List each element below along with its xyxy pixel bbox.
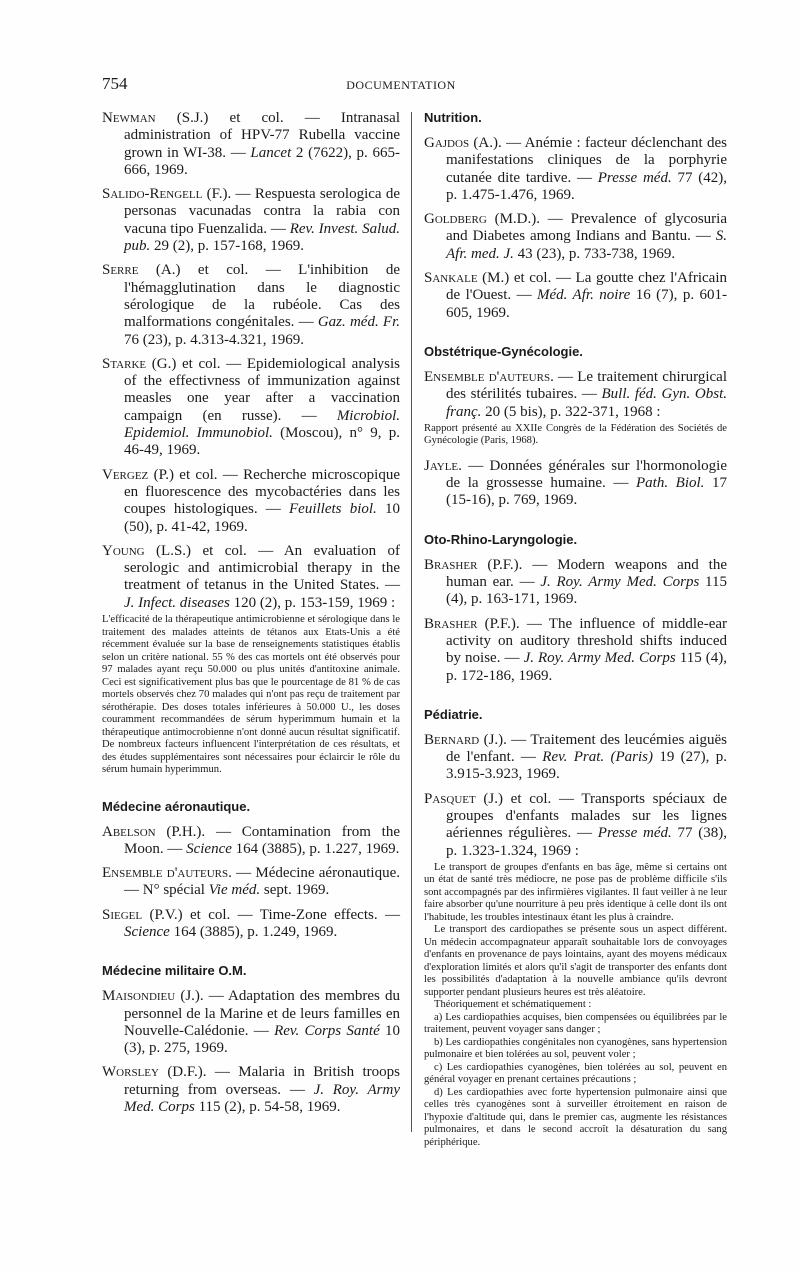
bib-entry: Jayle. — Données générales sur l'hormonologie de la grossesse humaine. — Path. Biol. 17 (15-16), p. 769, 1969. bbox=[424, 457, 728, 509]
section-heading: Médecine militaire O.M. bbox=[102, 963, 247, 979]
section-heading: Oto-Rhino-Laryngologie. bbox=[424, 531, 578, 547]
bib-entry: Pasquet (J.) et col. — Transports spéciaux de groupes d'enfants malades sur les lignes aériennes régulières. — Presse méd. 77 (38), p. 1.323-1.324, 1969 : bbox=[424, 790, 727, 859]
bib-entry: Sankale (M.) et col. — La goutte chez l'Africain de l'Ouest. — Méd. Afr. noire 16 (7), p. 601-605, 1969. bbox=[424, 270, 727, 321]
page-number: 754 bbox=[102, 74, 128, 93]
bib-entry: Brasher (P.F.). — Modern weapons and the human ear. — J. Roy. Army Med. Corps 115 (4), p. 163-171, 1969. bbox=[424, 556, 727, 608]
bib-entry: Salido-Rengell (F.). — Respuesta serologica de personas vacunadas contra la rabia con vacuna tipo Fuenzalida. — Rev. Invest. Salud. pub. 29 (2), p. 157-168, 1969. bbox=[102, 186, 400, 255]
bib-entry: Brasher (P.F.). — The influence of middle-ear activity on auditory threshold shifts induced by noise. — J. Roy. Army Med. Corps 115 (4), p. 172-186, 1969. bbox=[424, 615, 727, 684]
entry-abstract: Le transport de groupes d'enfants en bas âge, même si certains ont un état de santé très médiocre, ne pose pas de problème difficile s'ils sont accompagnés par des infirmières vigilantes. Il faut veiller à ne leur faire absorber qu'une nourriture à peu près identique à celle dont ils ont l'habitude, les troubles intestinaux étant les plus à craindre. Le transport des cardiopathes se présente sous un aspect différent. Un médecin accompagnateur apparaît souhaitable lors de convoyages d'enfants en provenance de pays lointains, ayant des moyens médicaux d'exploration limités et alors qu'il s'agit de transporter des enfants dont les possibilités d'adaptation à la nouvelle ambiance qu'ils devront supporter pendant plusieurs heures est très aléatoire. Théoriquement et schématiquement : a) Les cardiopathies acquises, bien compensées ou équilibrées par le traitement, peuvent voyager sans danger ; b) Les cardiopathies congénitales non cyanogènes, sans hypertension pulmonaire et bien tolérées au sol, peuvent voler ; c) Les cardiopathies cyanogènes, bien tolérées au sol, peuvent en général voyager en prenant certaines précautions ; d) Les cardiopathies avec forte hypertension pulmonaire ainsi que celles très cyanogènes sont à surveiller étroitement en raison de l'hypoxie d'altitude qui, dans le premier cas, augmente les résistances pulmonaires, et dans le second accroît la désaturation du sang périphérique. bbox=[424, 861, 728, 1148]
bib-entry: Newman (S.J.) et col. — Intranasal administration of HPV-77 Rubella vaccine grown in WI-38. — Lancet 2 (7622), p. 665-666, 1969. bbox=[102, 110, 400, 178]
bib-entry: Maisondieu (J.). — Adaptation des membres du personnel de la Marine et de leurs familles en Nouvelle-Calédonie. — Rev. Corps Santé 10 (3), p. 275, 1969. bbox=[102, 988, 400, 1057]
bib-entry: Serre (A.) et col. — L'inhibition de l'hémagglutination dans le diagnostic sérologique de la rubéole. Cas des malformations congénitales. — Gaz. méd. Fr. 76 (23), p. 4.313-4.321, 1969. bbox=[102, 262, 401, 348]
bib-entry: Ensemble d'auteurs. — Le traitement chirurgical des stérilités tubaires. — Bull. féd. Gyn. Obst. franç. 20 (5 bis), p. 322-371, 1968 : bbox=[424, 368, 728, 420]
column-divider bbox=[411, 112, 412, 1132]
entry-abstract: Rapport présenté au XXIIe Congrès de la Fédération des Sociétés de Gynécologie (Paris, 1968). bbox=[424, 422, 727, 447]
bib-entry: Siegel (P.V.) et col. — Time-Zone effects. — Science 164 (3885), p. 1.249, 1969. bbox=[102, 906, 400, 940]
bib-entry: Worsley (D.F.). — Malaria in British troops returning from overseas. — J. Roy. Army Med. Corps 115 (2), p. 54-58, 1969. bbox=[102, 1064, 400, 1116]
bib-entry: Goldberg (M.D.). — Prevalence of glycosuria and Diabetes among Indians and Bantu. — S. Afr. med. J. 43 (23), p. 733-738, 1969. bbox=[424, 211, 727, 262]
section-heading: Médecine aéronautique. bbox=[102, 798, 251, 814]
section-heading: Obstétrique-Gynécologie. bbox=[424, 343, 583, 359]
page-header bbox=[102, 74, 700, 98]
bib-entry: Starke (G.) et col. — Epidemiological analysis of the effectivness of immunization against measles one year after a vaccination campaign (en russe). — Microbiol. Epidemiol. Immunobiol. (Moscou), n° 9, p. 46-49, 1969. bbox=[102, 355, 400, 459]
bib-entry: Vergez (P.) et col. — Recherche microscopique en fluorescence des mycobactéries dans les coupes histologiques. — Feuillets biol. 10 (50), p. 41-42, 1969. bbox=[102, 466, 400, 535]
entry-abstract: L'efficacité de la thérapeutique antimicrobienne et sérologique dans le traitement des malades atteints de tétanos aux Etats-Unis a été récemment évaluée sur la base de renseignements statistiques établis selon un critère national. 55 % des cas mortels ont été observés pour 97 malades ayant reçu 50.000 ou plus unités d'antitoxine animale. Ceci est significativement plus bas que le pourcentage de 81 % de cas mortels observés chez 70 malades qui n'ont pas reçu de traitement par sérothérapie. Des doses totales inférieures à 50.000 U., les doses couramment recommandées de sérum hyperimmum humain et la thérapeutique antimocrobienne n'ont donné aucun résultat significatif. De nombreux facteurs influencent l'interprétation de ces résultats, et des études supplémentaires sont nécessaires pour éclaircir le rôle du sérum humain hyperimmun. bbox=[102, 614, 400, 776]
bib-entry: Gajdos (A.). — Anémie : facteur déclenchant des manifestations cliniques de la porphyrie cutanée dite tardive. — Presse méd. 77 (42), p. 1.475-1.476, 1969. bbox=[424, 135, 727, 203]
bib-entry: Abelson (P.H.). — Contamination from the Moon. — Science 164 (3885), p. 1.227, 1969. bbox=[102, 823, 400, 857]
bib-entry: Bernard (J.). — Traitement des leucémies aiguës de l'enfant. — Rev. Prat. (Paris) 19 (27), p. 3.915-3.923, 1969. bbox=[424, 731, 727, 783]
bib-entry: Ensemble d'auteurs. — Médecine aéronautique. — N° spécial Vie méd. sept. 1969. bbox=[102, 865, 400, 899]
bib-entry: Young (L.S.) et col. — An evaluation of serologic and antimicrobial therapy in the treatment of tetanus in the United States. — J. Infect. diseases 120 (2), p. 153-159, 1969 : bbox=[102, 542, 400, 611]
running-title: DOCUMENTATION bbox=[346, 78, 456, 92]
right-column bbox=[424, 110, 727, 1159]
section-heading: Pédiatrie. bbox=[424, 706, 483, 722]
left-column bbox=[102, 110, 400, 1123]
section-heading: Nutrition. bbox=[424, 110, 482, 125]
